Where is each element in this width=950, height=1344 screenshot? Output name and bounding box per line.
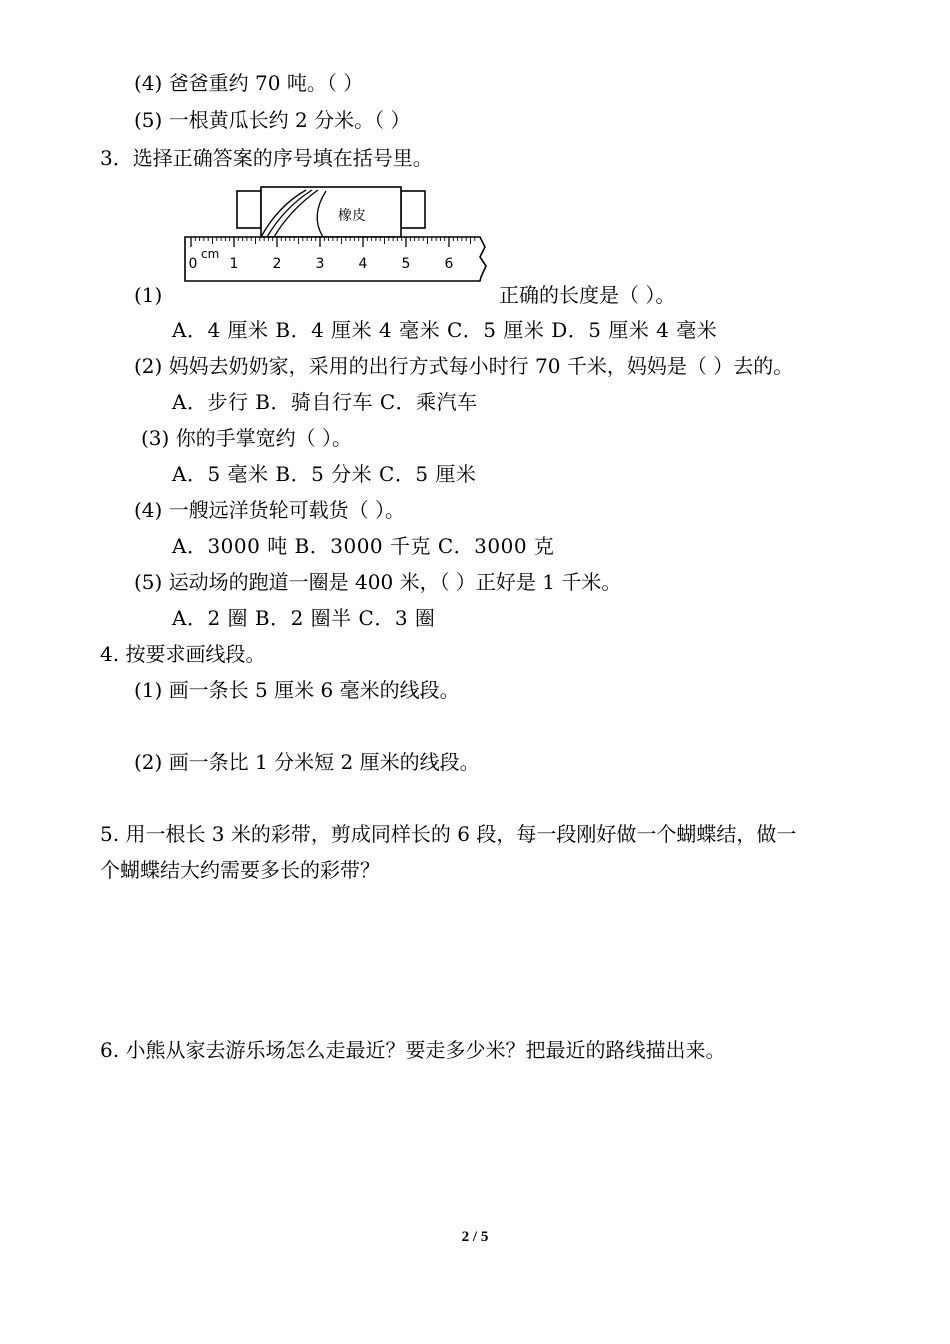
q3-2: (2) 妈妈去奶奶家，采用的出行方式每小时行 70 千米，妈妈是（ ）去的。 bbox=[134, 354, 794, 378]
q3-1-label: (1) bbox=[134, 283, 163, 307]
q5-line-1: 5. 用一根长 3 米的彩带，剪成同样长的 6 段，每一段刚好做一个蝴蝶结，做一 bbox=[100, 822, 797, 846]
q3-1-text: 正确的长度是（ ）。 bbox=[499, 283, 676, 307]
ruler-number-5: 5 bbox=[401, 256, 411, 272]
q6: 6. 小熊从家去游乐场怎么走最近？要走多少米？把最近的路线描出来。 bbox=[100, 1038, 726, 1062]
q3-2-options: A．步行 B．骑自行车 C．乘汽车 bbox=[172, 390, 478, 414]
q3-1-options: A．4 厘米 B．4 厘米 4 毫米 C．5 厘米 D．5 厘米 4 毫米 bbox=[172, 318, 718, 342]
q5-line-2: 个蝴蝶结大约需要多长的彩带？ bbox=[100, 858, 380, 882]
ruler-number-0: 0 bbox=[188, 256, 198, 272]
q3-4: (4) 一艘远洋货轮可载货（ ）。 bbox=[134, 498, 406, 522]
q4-1: (1) 画一条长 5 厘米 6 毫米的线段。 bbox=[134, 678, 460, 702]
q3-4-options: A．3000 吨 B．3000 千克 C．3000 克 bbox=[172, 534, 555, 558]
ruler-number-3: 3 bbox=[315, 256, 325, 272]
ruler-unit: cm bbox=[201, 247, 220, 261]
eraser-left-end bbox=[237, 191, 261, 228]
q2-5: (5) 一根黄瓜长约 2 分米。（ ） bbox=[134, 108, 411, 132]
q4-2: (2) 画一条比 1 分米短 2 厘米的线段。 bbox=[134, 750, 480, 774]
ruler-number-4: 4 bbox=[358, 256, 368, 272]
eraser-right-end bbox=[401, 191, 425, 228]
q2-4: (4) 爸爸重约 70 吨。（ ） bbox=[134, 71, 364, 95]
eraser-body bbox=[261, 187, 401, 237]
page-number: 2 / 5 bbox=[461, 1229, 489, 1245]
q3-5: (5) 运动场的跑道一圈是 400 米，（ ）正好是 1 千米。 bbox=[134, 570, 622, 594]
ruler-number-6: 6 bbox=[444, 256, 454, 272]
q3-title: 3．选择正确答案的序号填在括号里。 bbox=[100, 146, 433, 170]
eraser-label: 橡皮 bbox=[338, 208, 366, 224]
ruler-number-1: 1 bbox=[229, 256, 239, 272]
q3-5-options: A．2 圈 B．2 圈半 C．3 圈 bbox=[172, 606, 436, 630]
ruler-number-2: 2 bbox=[272, 256, 282, 272]
q3-3: (3) 你的手掌宽约（ ）。 bbox=[141, 426, 353, 450]
q3-3-options: A．5 毫米 B．5 分米 C．5 厘米 bbox=[172, 462, 477, 486]
q4-title: 4. 按要求画线段。 bbox=[100, 642, 266, 666]
ruler-eraser-figure bbox=[184, 186, 490, 286]
